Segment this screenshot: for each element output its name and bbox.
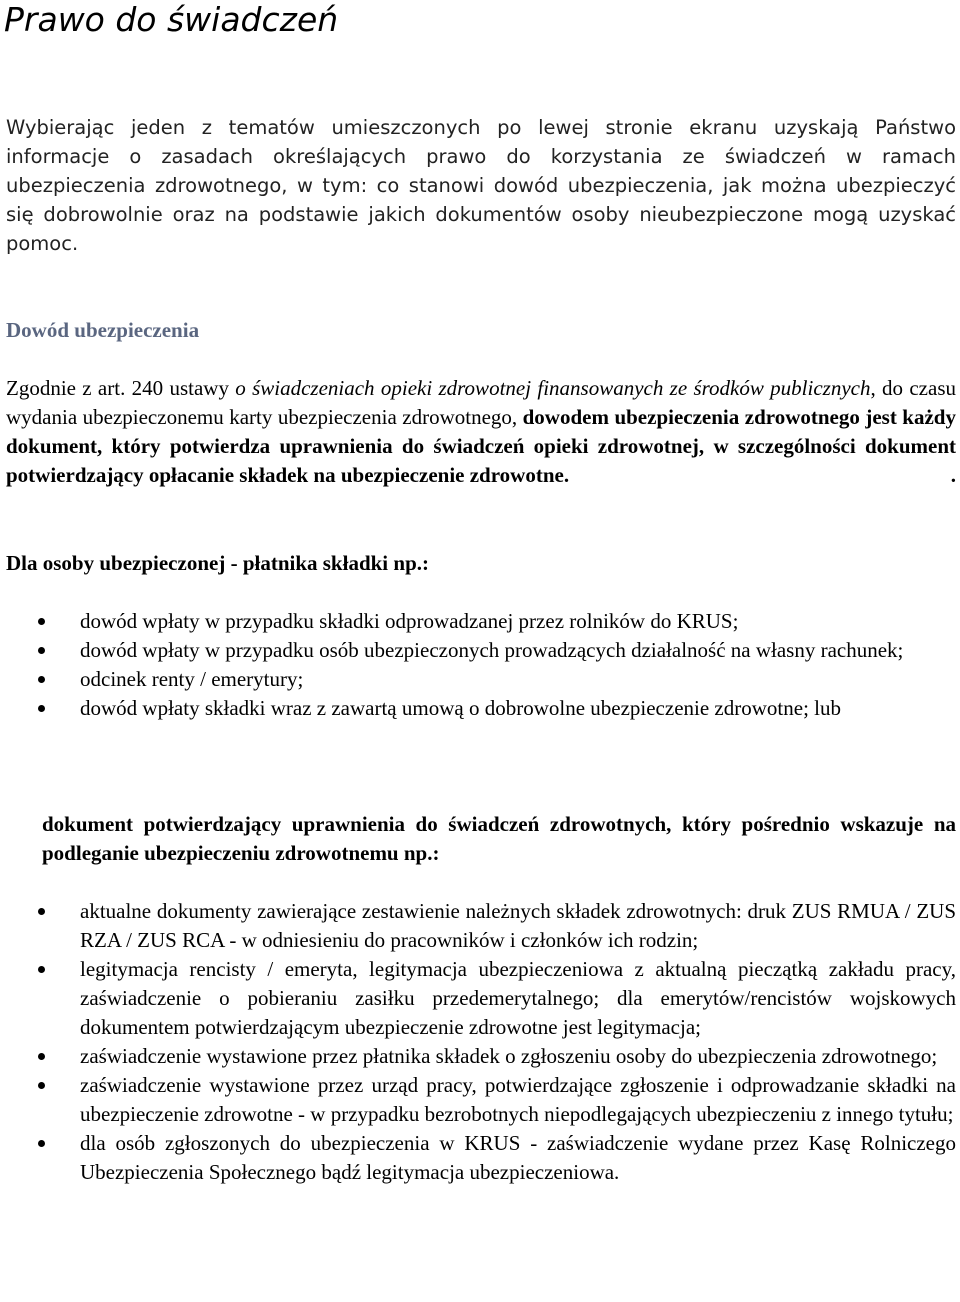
list-item-text: aktualne dokumenty zawierające zestawienie należnych składek zdrowotnych: druk ZUS RMUA / ZUS RZA / ZUS RCA - w odniesieniu do pracowników i członków ich rodzin;: [80, 899, 956, 952]
list-item: [0, 955, 956, 1042]
list-item: [0, 1071, 956, 1129]
indirect-proof-heading: dokument potwierdzający uprawnienia do świadczeń zdrowotnych, który pośrednio wskazuje na podleganie ubezpieczeniu zdrowotnemu np.:: [42, 812, 956, 865]
bullet-icon: [38, 1082, 45, 1089]
bullet-icon: [38, 618, 45, 625]
payer-document-list: [0, 607, 956, 723]
payer-heading: Dla osoby ubezpieczonej - płatnika składki np.:: [6, 551, 429, 575]
list-item: [0, 636, 956, 665]
indirect-document-list: [0, 897, 956, 1187]
act-title: o świadczeniach opieki zdrowotnej finansowanych ze środków publicznych: [235, 376, 871, 400]
section-heading: Dowód ubezpieczenia: [6, 318, 200, 342]
bullet-icon: [38, 1053, 45, 1060]
list-item-text: dowód wpłaty w przypadku osób ubezpieczonych prowadzących działalność na własny rachunek;: [80, 638, 904, 662]
bullet-icon: [38, 647, 45, 654]
legal-middle-text: , do czasu wydania ubezpieczonemu karty ubezpieczenia zdrowotnego,: [6, 376, 956, 429]
legal-lead-text: Zgodnie z art. 240 ustawy: [6, 376, 236, 400]
bullet-icon: [38, 705, 45, 712]
bullet-icon: [38, 676, 45, 683]
list-item-text: dowód wpłaty w przypadku składki odprowadzanej przez rolników do KRUS;: [80, 609, 739, 633]
list-item: [0, 1129, 956, 1187]
list-item: [0, 665, 956, 694]
intro-paragraph: Wybierając jeden z tematów umieszczonych po lewej stronie ekranu uzyskają Państwo informacje o zasadach określających prawo do korzystania ze świadczeń w ramach ubezpieczenia zdrowotnego, w tym: co stanowi dowód ubezpieczenia, jak można ubezpieczyć się dobrowolnie oraz na podstawie jakich dokumentów osoby nieubezpieczone mogą uzyskać pomoc.: [6, 116, 956, 255]
list-item-text: zaświadczenie wystawione przez urząd pracy, potwierdzające zgłoszenie i odprowadzanie składki na ubezpieczenie zdrowotne - w przypadku bezrobotnych niepodlegających ubezpieczeniu z innego tytułu;: [80, 1073, 956, 1126]
trailing-dot: .: [950, 463, 956, 487]
page-title: Prawo do świadczeń: [4, 0, 339, 39]
list-item-text: dowód wpłaty składki wraz z zawartą umową o dobrowolne ubezpieczenie zdrowotne; lub: [80, 696, 841, 720]
list-item-text: legitymacja rencisty / emeryta, legitymacja ubezpieczeniowa z aktualną pieczątką zakładu pracy, zaświadczenie o pobieraniu zasiłku przedemerytalnego; dla emerytów/rencistów wojskowych dokumentem potwierdzającym ubezpieczenie zdrowotne jest legitymacja;: [80, 957, 956, 1039]
legal-emphasis-text: dowodem ubezpieczenia zdrowotnego jest każdy dokument, który potwierdza uprawnienia do świadczeń opieki zdrowotnej, w szczególności dokument potwierdzający opłacanie składek na ubezpieczenie zdrowotne.: [6, 405, 956, 487]
list-item-text: zaświadczenie wystawione przez płatnika składek o zgłoszeniu osoby do ubezpieczenia zdrowotnego;: [80, 1044, 938, 1068]
list-item: [0, 897, 956, 955]
bullet-icon: [38, 908, 45, 915]
list-item-text: odcinek renty / emerytury;: [80, 667, 304, 691]
list-item: [0, 1042, 956, 1071]
bullet-icon: [38, 1140, 45, 1147]
list-item: [0, 694, 956, 723]
list-item-text: dla osób zgłoszonych do ubezpieczenia w KRUS - zaświadczenie wydane przez Kasę Rolniczego Ubezpieczenia Społecznego bądź legitymacja ubezpieczeniowa.: [80, 1131, 956, 1184]
bullet-icon: [38, 966, 45, 973]
legal-paragraph: [6, 374, 956, 490]
list-item: [0, 607, 956, 636]
